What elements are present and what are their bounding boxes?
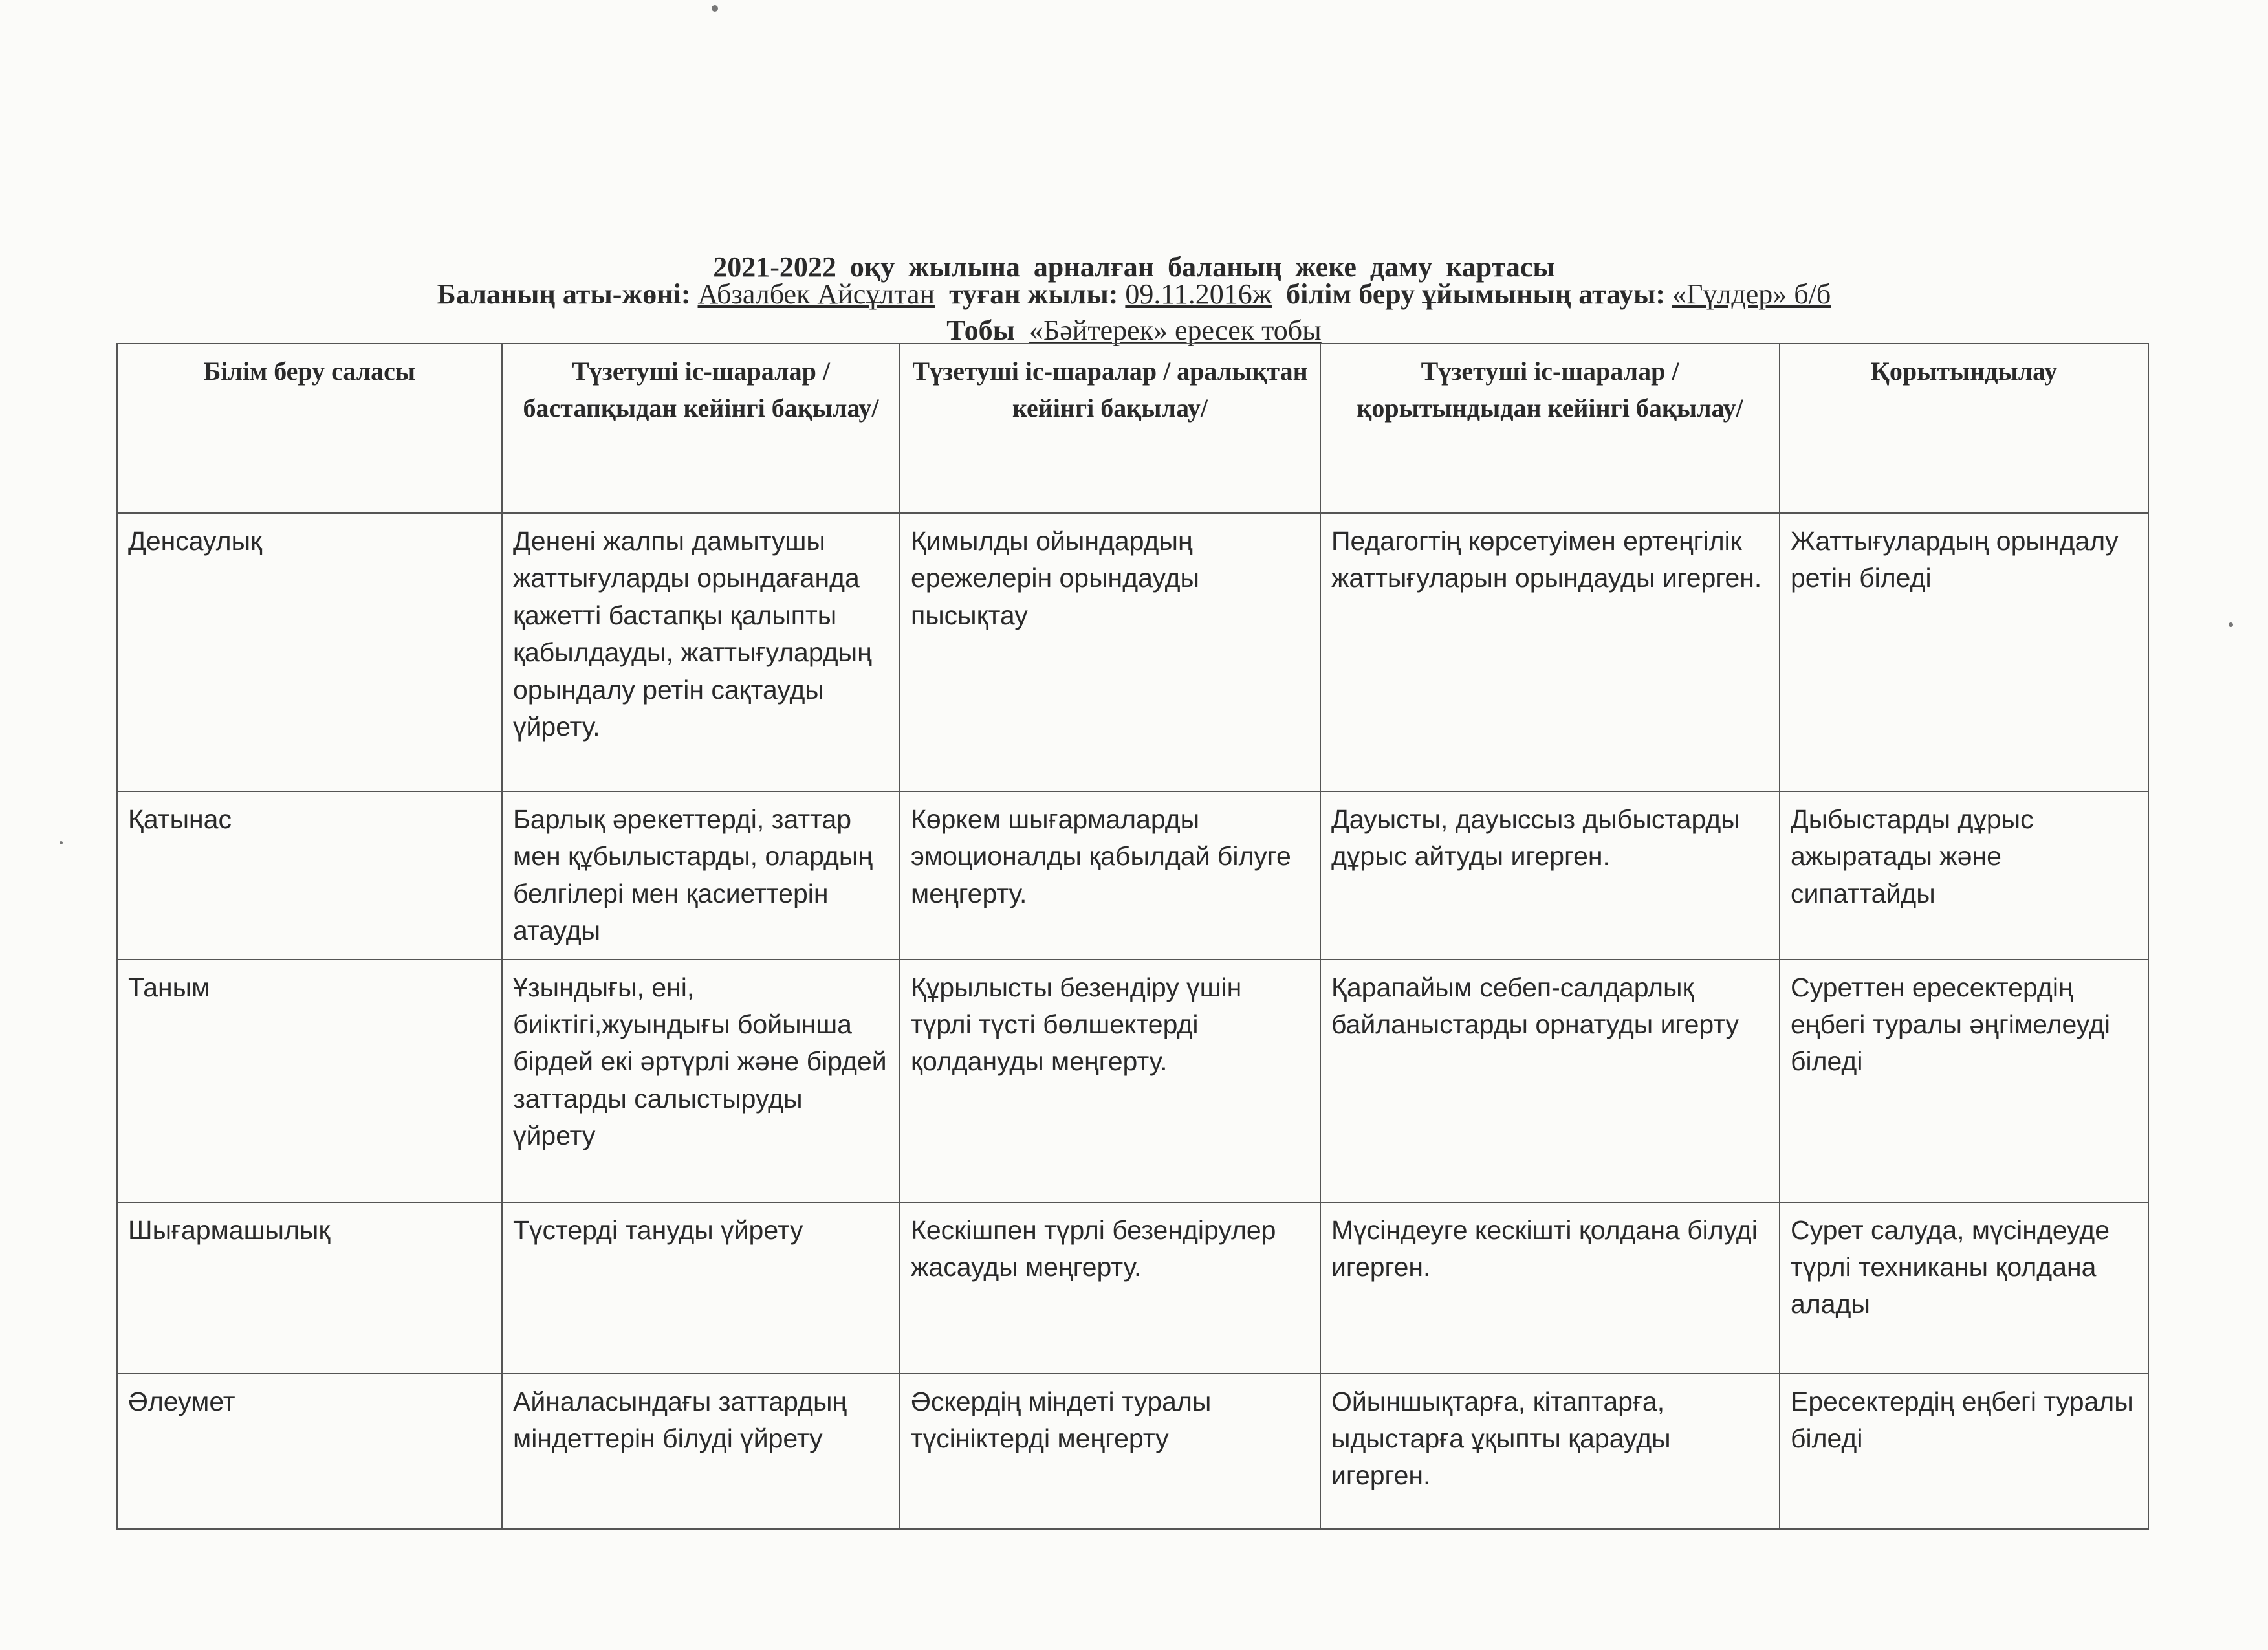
final-cell: Қарапайым себеп-салдарлық байланыстарды орнатуды игерту xyxy=(1320,960,1780,1202)
area-cell: Денсаулық xyxy=(117,513,502,791)
table-row xyxy=(117,960,2148,1202)
area-cell: Таным xyxy=(117,960,502,1202)
table-row xyxy=(117,1202,2148,1374)
group-name: «Бәйтерек» ересек тобы xyxy=(1029,314,1322,346)
child-name-label: Баланың аты-жөні: xyxy=(437,278,691,310)
scan-speck xyxy=(60,841,63,844)
scan-speck xyxy=(712,5,718,12)
scan-speck xyxy=(2229,622,2233,627)
header-initial: Түзетуші іс-шаралар /бастапқыдан кейінгі бақылау/ xyxy=(502,344,900,513)
summary-cell: Сурет салуда, мүсіндеуде түрлі техниканы қолдана алады xyxy=(1780,1202,2148,1374)
header-summary: Қорытындылау xyxy=(1780,344,2148,513)
initial-cell: Айналасындағы заттардың міндеттерін білуді үйрету xyxy=(502,1374,900,1529)
intermediate-cell: Көркем шығармаларды эмоционалды қабылдай білуге меңгерту. xyxy=(900,791,1320,960)
intermediate-cell: Әскердің міндеті туралы түсініктерді меңгерту xyxy=(900,1374,1320,1529)
final-cell: Дауысты, дауыссыз дыбыстарды дұрыс айтуды игерген. xyxy=(1320,791,1780,960)
document-title: 2021-2022 оқу жылына арналған баланың жеке даму картасы xyxy=(713,251,1555,283)
header-area: Білім беру саласы xyxy=(117,344,502,513)
final-cell: Педагогтің көрсетуімен ертеңгілік жаттығуларын орындауды игерген. xyxy=(1320,513,1780,791)
development-card-table xyxy=(116,343,2149,1530)
final-cell: Ойыншықтарға, кітаптарға, ыдыстарға ұқыпты қарауды игерген. xyxy=(1320,1374,1780,1529)
intermediate-cell: Кескішпен түрлі безендірулер жасауды меңгерту. xyxy=(900,1202,1320,1374)
initial-cell: Түстерді тануды үйрету xyxy=(502,1202,900,1374)
initial-cell: Ұзындығы, ені, биіктігі,жуындығы бойынша бірдей екі әртүрлі және бірдей заттарды салыстыруды үйрету xyxy=(502,960,900,1202)
intermediate-cell: Қимылды ойындардың ережелерін орындауды пысықтау xyxy=(900,513,1320,791)
birth-year: 09.11.2016ж xyxy=(1125,278,1272,310)
birth-year-label: туған жылы: xyxy=(949,278,1118,310)
table-row xyxy=(117,513,2148,791)
area-cell: Қатынас xyxy=(117,791,502,960)
area-cell: Әлеумет xyxy=(117,1374,502,1529)
child-info-line xyxy=(0,278,2268,311)
initial-cell: Барлық әрекеттерді, заттар мен құбылыстарды, олардың белгілері мен қасиеттерін атауды xyxy=(502,791,900,960)
final-cell: Мүсіндеуге кескішті қолдана білуді игерген. xyxy=(1320,1202,1780,1374)
child-name: Абзалбек Айсұлтан xyxy=(697,278,935,310)
group-label: Тобы xyxy=(946,314,1015,346)
table-row xyxy=(117,791,2148,960)
area-cell: Шығармашылық xyxy=(117,1202,502,1374)
intermediate-cell: Құрылысты безендіру үшін түрлі түсті бөлшектерді қолдануды меңгерту. xyxy=(900,960,1320,1202)
summary-cell: Дыбыстарды дұрыс ажыратады және сипаттайды xyxy=(1780,791,2148,960)
org-label: білім беру ұйымының атауы: xyxy=(1286,278,1665,310)
header-final: Түзетуші іс-шаралар / қорытындыдан кейінгі бақылау/ xyxy=(1320,344,1780,513)
org-name: «Гүлдер» б/б xyxy=(1672,278,1831,310)
summary-cell: Ересектердің еңбегі туралы біледі xyxy=(1780,1374,2148,1529)
summary-cell: Жаттығулардың орындалу ретін біледі xyxy=(1780,513,2148,791)
initial-cell: Денені жалпы дамытушы жаттығуларды орындағанда қажетті бастапқы қалыпты қабылдауды, жаттығулардың орындалу ретін сақтауды үйрету. xyxy=(502,513,900,791)
group-line xyxy=(0,314,2268,347)
summary-cell: Суреттен ересектердің еңбегі туралы әңгімелеуді біледі xyxy=(1780,960,2148,1202)
table-header-row xyxy=(117,344,2148,513)
table-row xyxy=(117,1374,2148,1529)
header-intermediate: Түзетуші іс-шаралар / аралықтан кейінгі бақылау/ xyxy=(900,344,1320,513)
